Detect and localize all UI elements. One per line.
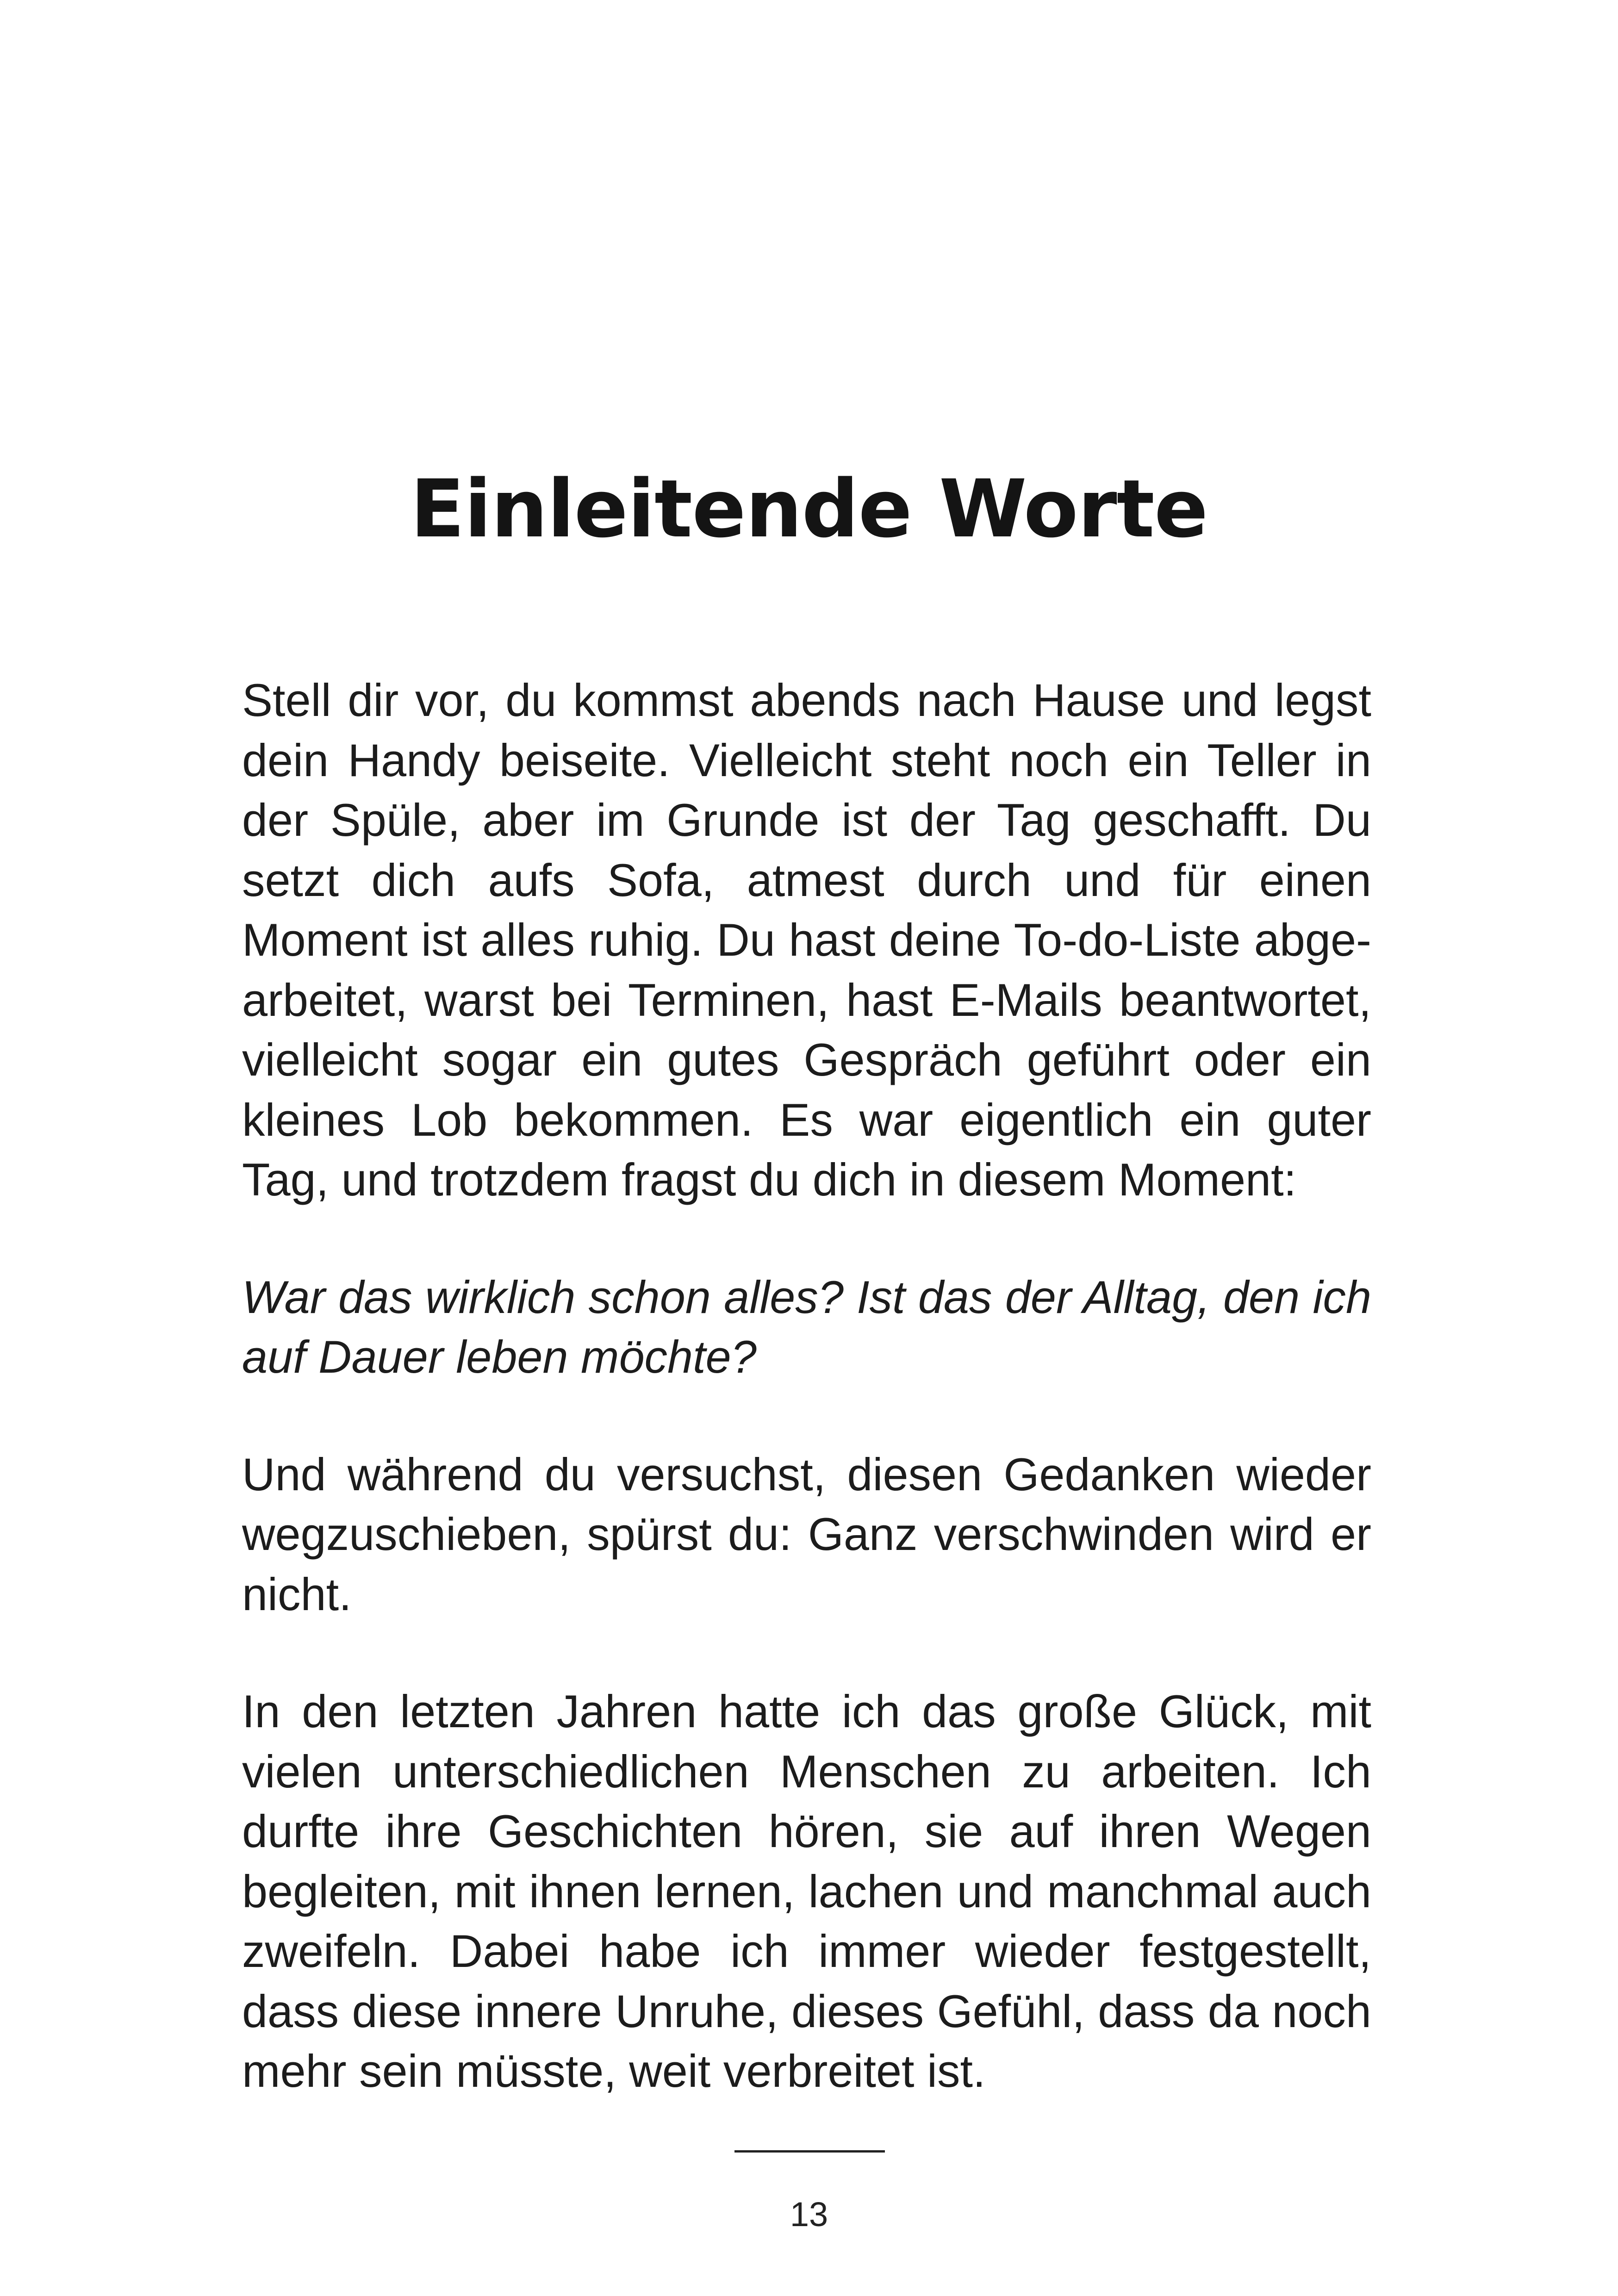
footer-divider <box>734 2150 885 2153</box>
paragraph-question: War das wirklich schon alles? Ist das der Alltag, den ich auf Dauer leben möchte? <box>242 1271 1371 1382</box>
paragraph-experience: In den letzten Jahren hatte ich das große Glück, mit vielen unterschiedlichen Menschen zu arbeiten. Ich durfte ihre Geschichten hören, sie auf ihren Wegen begleiten, mit ihnen lernen, lachen und manchmal auch zweifeln. Dabei habe ich immer wieder festgestellt, dass diese innere Unruhe, dieses Gefühl, dass da noch mehr sein müsste, weit verbreitet ist. <box>242 1686 1371 2097</box>
paragraph-thought: Und während du versuchst, diesen Gedanken wieder wegzuschieben, spürst du: Ganz verschwinden wird er nicht. <box>242 1448 1371 1620</box>
page-number: 13 <box>790 2195 828 2234</box>
chapter-title: Einleitende Worte <box>410 462 1208 555</box>
body-text <box>242 670 1371 2101</box>
paragraph-intro: Stell dir vor, du kommst abends nach Hause und legst dein Handy beiseite. Vielleicht steht noch ein Teller in der Spüle, aber im Grunde ist der Tag geschafft. Du setzt dich aufs Sofa, atmest durch und für einen Moment ist alles ruhig. Du hast deine To-do-Liste abgearbeitet, warst bei Terminen, hast E-Mails beantwortet, vielleicht sogar ein gutes Gespräch geführt oder ein kleines Lob bekommen. Es war eigentlich ein guter Tag, und trotzdem fragst du dich in diesem Moment: <box>242 674 1371 1205</box>
